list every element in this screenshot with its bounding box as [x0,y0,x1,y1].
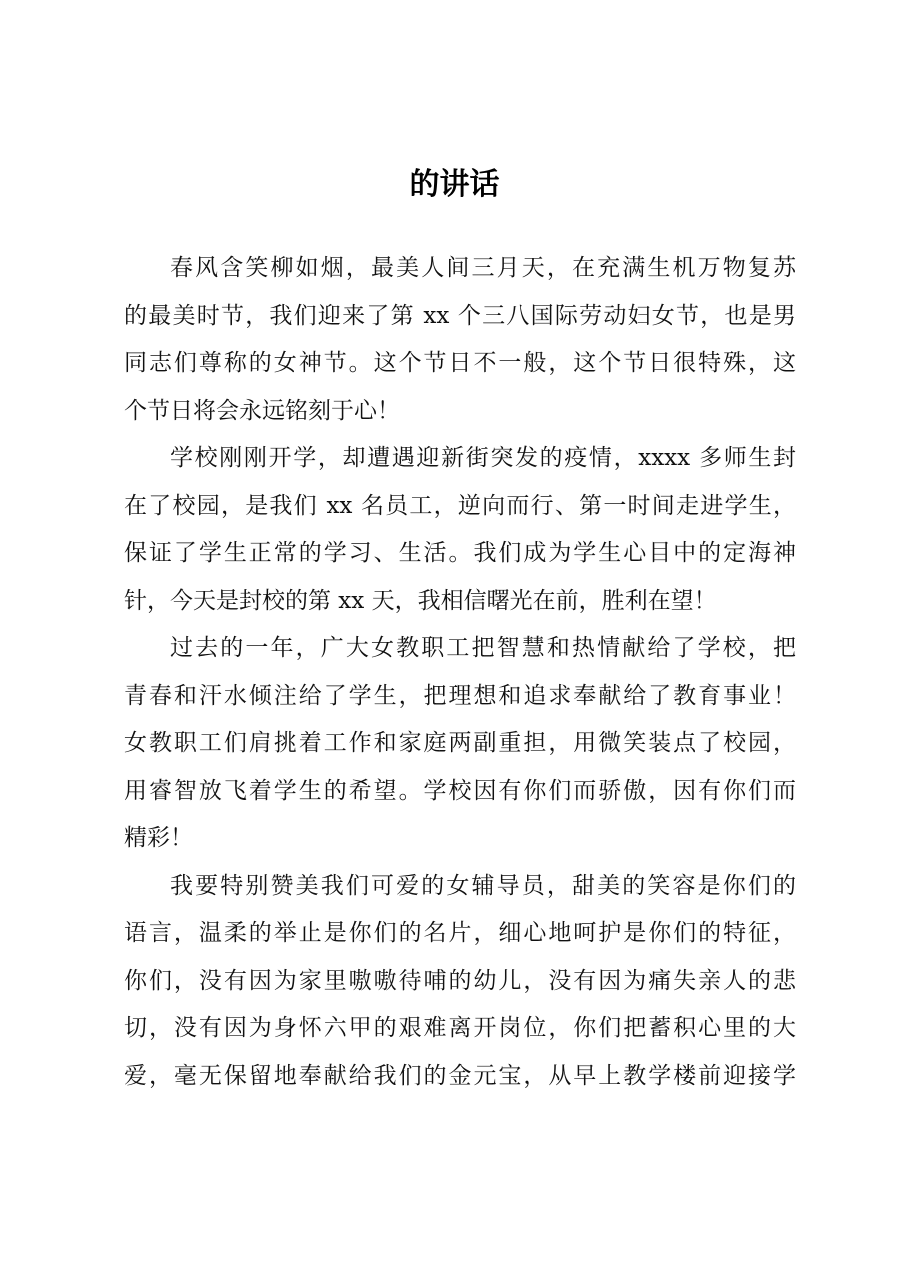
paragraph-3-line-1: 过去的一年，广大女教职工把智慧和热情献给了学校，把 [170,635,796,661]
paragraph-4-line-3: 你们，没有因为家里嗷嗷待哺的幼儿，没有因为痛失亲人的悲 [124,967,796,994]
paragraph-3-line-4: 用睿智放飞着学生的希望。学校因有你们而骄傲，因有你们而 [124,777,796,804]
document-body [124,245,796,1100]
paragraph-3 [124,625,796,863]
paragraph-1-line-4: 个节日将会永远铭刻于心！ [124,397,400,424]
paragraph-1-line-3: 同志们尊称的女神节。这个节日不一般，这个节日很特殊，这 [124,350,796,376]
document-title: 的讲话 [409,167,500,202]
paragraph-2-line-2: 在了校园，是我们 xx 名员工，逆向而行、第一时间走进学生， [124,492,796,519]
paragraph-4 [124,863,796,1101]
paragraph-1-line-2: 的最美时节，我们迎来了第 xx 个三八国际劳动妇女节，也是男 [124,302,796,329]
paragraph-3-line-5: 精彩！ [124,825,193,851]
paragraph-3-line-3: 女教职工们肩挑着工作和家庭两副重担，用微笑装点了校园， [124,730,796,756]
paragraph-4-line-5: 爱，毫无保留地奉献给我们的金元宝，从早上教学楼前迎接学 [124,1062,796,1089]
paragraph-4-line-2: 语言，温柔的举止是你们的名片，细心地呵护是你们的特征， [124,920,796,946]
paragraph-1-line-1: 春风含笑柳如烟，最美人间三月天，在充满生机万物复苏 [170,255,796,281]
paragraph-2 [124,435,796,625]
paragraph-2-line-4: 针，今天是封校的第 xx 天，我相信曙光在前，胜利在望！ [124,587,717,614]
paragraph-1 [124,245,796,435]
paragraph-3-line-2: 青春和汗水倾注给了学生，把理想和追求奉献给了教育事业！ [124,682,796,709]
paragraph-2-line-3: 保证了学生正常的学习、生活。我们成为学生心目中的定海神 [124,540,796,566]
paragraph-4-line-1: 我要特别赞美我们可爱的女辅导员，甜美的笑容是你们的 [170,872,796,899]
paragraph-2-line-1: 学校刚刚开学，却遭遇迎新街突发的疫情，xxxx 多师生封 [170,445,796,471]
paragraph-4-line-4: 切，没有因为身怀六甲的艰难离开岗位，你们把蓄积心里的大 [124,1015,796,1041]
